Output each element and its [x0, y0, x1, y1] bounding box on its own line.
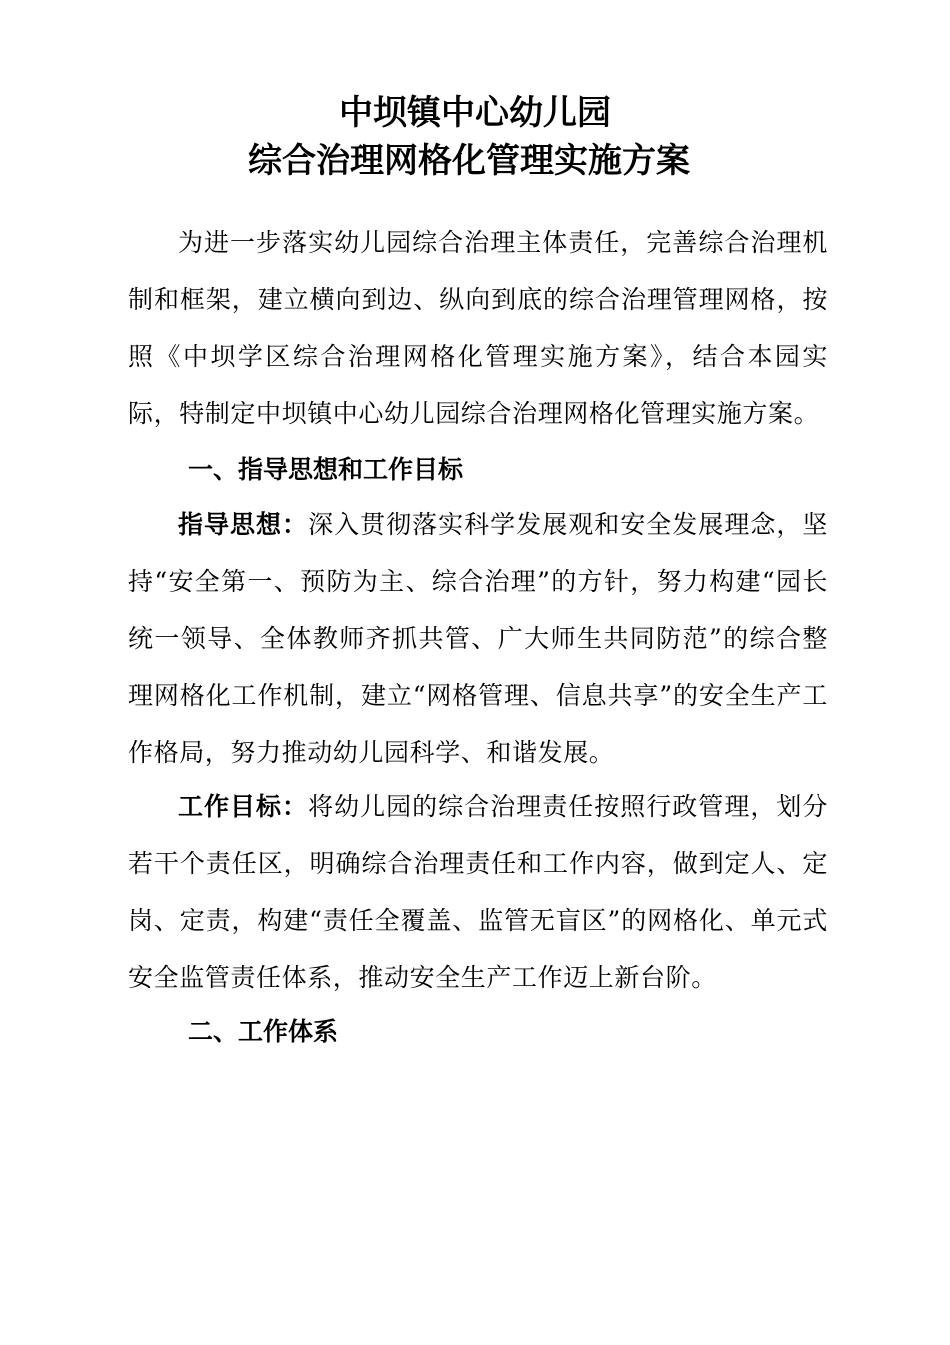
- work-goal-label: 工作目标：: [178, 792, 309, 821]
- work-goal-paragraph: [128, 778, 828, 1006]
- guiding-ideology-label: 指导思想：: [178, 510, 309, 539]
- intro-paragraph: 为进一步落实幼儿园综合治理主体责任，完善综合治理机制和框架，建立横向到边、纵向到底的综合治理管理网格，按照《中坝学区综合治理网格化管理实施方案》，结合本园实际，特制定中坝镇中心幼儿园综合治理网格化管理实施方案。: [128, 228, 828, 428]
- section-heading-work-system: 二、工作体系: [188, 1017, 339, 1046]
- guiding-ideology-text: 深入贯彻落实科学发展观和安全发展理念，坚持“安全第一、预防为主、综合治理”的方针，努力构建“园长统一领导、全体教师齐抓共管、广大师生共同防范”的综合整理网格化工作机制，建立“网格管理、信息共享”的安全生产工作格局，努力推动幼儿园科学、和谐发展。: [128, 510, 828, 767]
- work-goal-text: 将幼儿园的综合治理责任按照行政管理，划分若干个责任区，明确综合治理责任和工作内容，做到定人、定岗、定责，构建“责任全覆盖、监管无盲区”的网格化、单元式安全监管责任体系，推动安全生产工作迈上新台阶。: [128, 792, 828, 992]
- document-title-line2: 综合治理网格化管理实施方案: [248, 141, 690, 181]
- document-title-line1: 中坝镇中心幼儿园: [339, 93, 611, 133]
- guiding-ideology-paragraph: [128, 496, 828, 781]
- section-heading-guiding-ideology: 一、指导思想和工作目标: [188, 455, 464, 484]
